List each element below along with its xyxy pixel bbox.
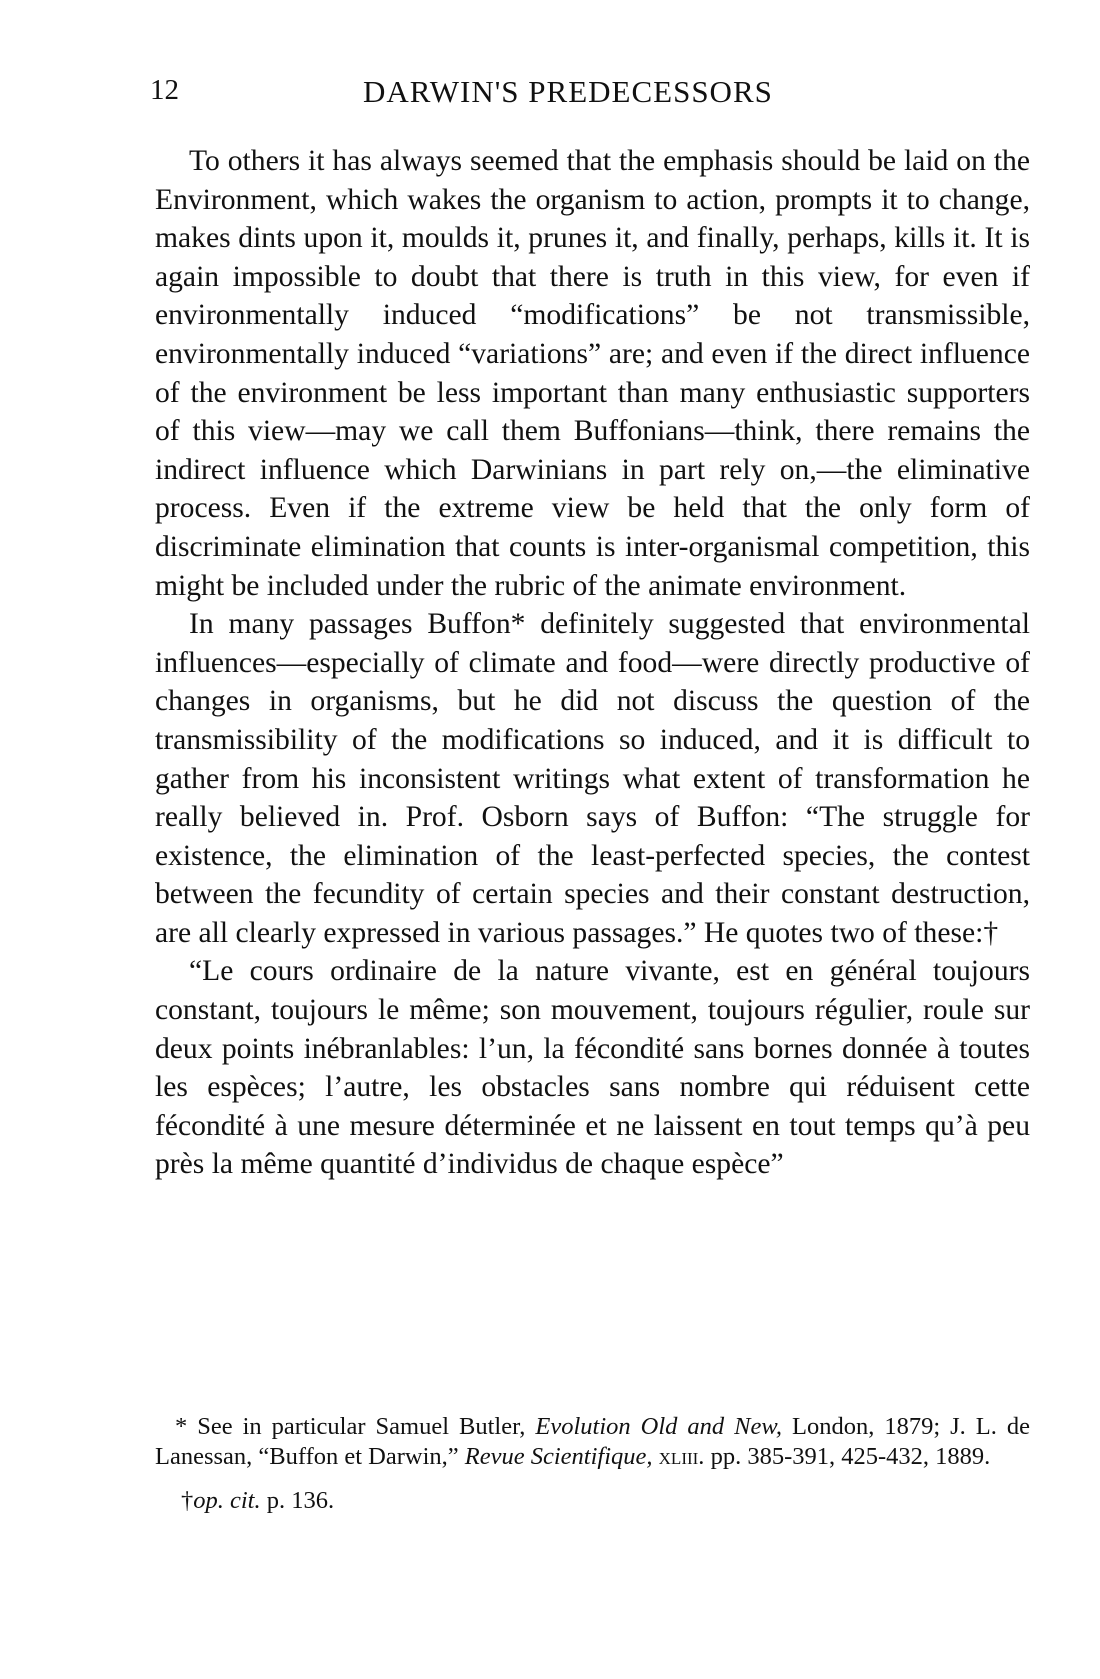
footnote-asterisk-tail: pp. 385-391, 425-432, 1889. (704, 1443, 991, 1470)
footnote-journal-title: Revue Scientifique, (464, 1443, 653, 1470)
footnotes (155, 1412, 1030, 1516)
footnote-dagger (155, 1486, 1030, 1516)
footnote-dagger-mark: † (181, 1487, 194, 1514)
paragraph-french-quote: “Le cours ordinaire de la nature vivante, est en général toujours constant, toujours le même; son mouvement, toujours régulier, roule sur deux points inébranlables: l’un, la fécondité sans bornes donnée à toutes les espèces; l’autre, les obstacles sans nombre qui réduisent cette fécondité à une mesure déterminée et ne laissent en tout temps qu’à peu près la même quantité d’individus de chaque espèce” (155, 955, 1030, 1181)
footnote-asterisk (155, 1412, 1030, 1472)
footnote-dagger-ref: op. cit. (193, 1487, 261, 1514)
footnote-book-title: Evolution Old and New, (535, 1413, 782, 1440)
footnote-dagger-page: p. 136. (260, 1487, 335, 1514)
footnote-volume: xliii. (652, 1443, 705, 1470)
page-number: 12 (150, 74, 179, 106)
footnote-asterisk-mid: London, 1879; J. L. de Lanessan, “Buffon et Darwin,” (155, 1413, 1030, 1470)
page-header (150, 74, 1030, 118)
running-head: DARWIN'S PREDECESSORS (363, 74, 773, 109)
footnote-asterisk-lead: * See in particular Samuel Butler, (175, 1413, 536, 1440)
paragraph-environment: To others it has always seemed that the emphasis should be laid on the Environment, which wakes the organism to action, prompts it to change, makes dints upon it, moulds it, prunes it, and finally, perhaps, kills it. It is again impossible to doubt that there is truth in this view, for even if environmentally induced “modifications” be not transmissible, environmentally induced “variations” are; and even if the direct influence of the environment be less important than many enthusiastic supporters of this view—may we call them Buffonians—think, there remains the indirect influence which Darwinians in part rely on,—the eliminative process. Even if the extreme view be held that the only form of discriminate elimination that counts is inter-organismal competition, this might be included under the rubric of the animate environment. (155, 145, 1030, 602)
body-text (155, 142, 1030, 1184)
paragraph-buffon: In many passages Buffon* definitely suggested that environmental influences—especially of climate and food—were directly productive of changes in organisms, but he did not discuss the question of the transmissibility of the modifications so induced, and it is difficult to gather from his inconsistent writings what extent of transformation he really believed in. Prof. Osborn says of Buffon: “The struggle for existence, the elimination of the least-perfected species, the contest between the fecundity of certain species and their constant destruction, are all clearly expressed in various passages.” He quotes two of these:† (155, 608, 1030, 949)
